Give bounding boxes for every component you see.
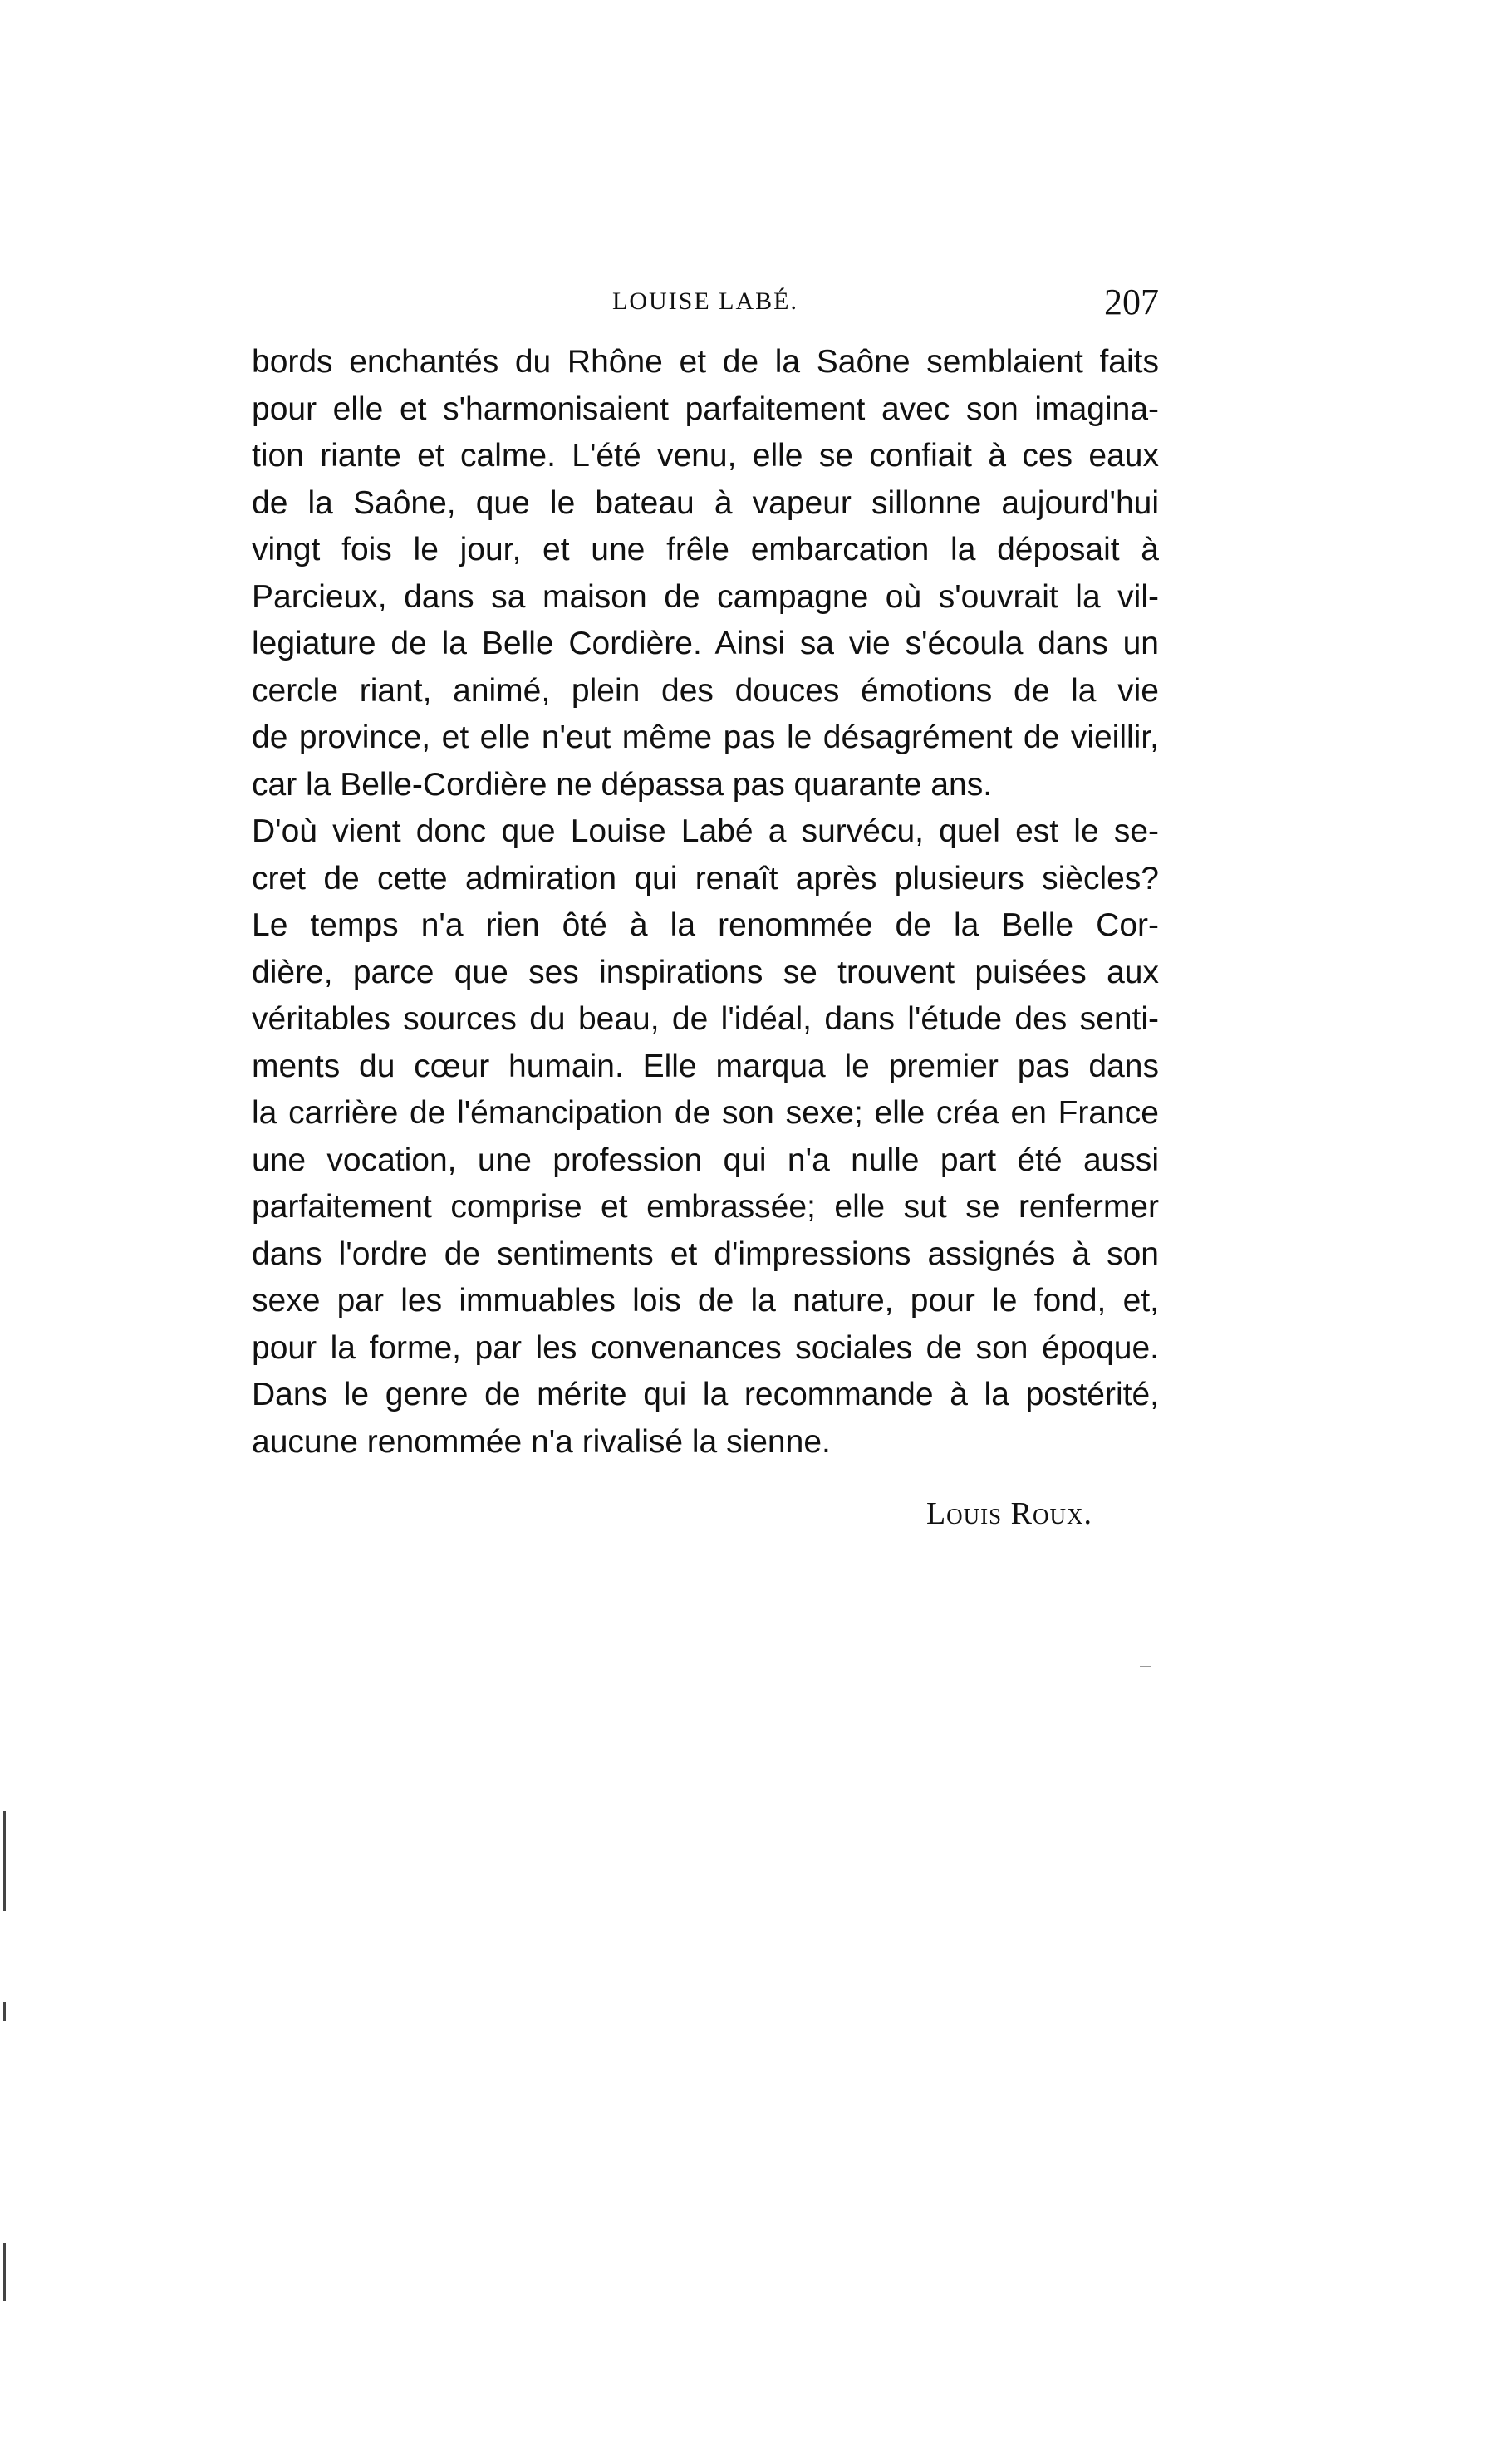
text-line: legiature de la Belle Cordière. Ainsi sa vie s'écoula dans un xyxy=(252,626,1159,661)
text-line: cret de cette admiration qui renaît après plusieurs siècles? xyxy=(252,860,1159,896)
paragraph xyxy=(252,339,1159,808)
paragraph xyxy=(252,808,1159,1466)
text-line: ments du cœur humain. Elle marqua le premier pas dans xyxy=(252,1048,1159,1084)
scan-mark xyxy=(3,1811,6,1911)
scan-mark xyxy=(1140,1666,1151,1667)
text-line: D'où vient donc que Louise Labé a survécu, quel est le se- xyxy=(252,813,1159,849)
text-line: cercle riant, animé, plein des douces émotions de la vie xyxy=(252,672,1159,709)
text-line: véritables sources du beau, de l'idéal, dans l'étude des senti- xyxy=(252,1001,1159,1037)
text-line: pour la forme, par les convenances sociales de son époque. xyxy=(252,1329,1159,1366)
text-line: Parcieux, dans sa maison de campagne où s'ouvrait la vil- xyxy=(252,578,1159,615)
text-line: la carrière de l'émancipation de son sexe; elle créa en France xyxy=(252,1095,1159,1131)
text-line: pour elle et s'harmonisaient parfaitement avec son imagina- xyxy=(252,390,1159,427)
text-line: sexe par les immuables lois de la nature, pour le fond, et, xyxy=(252,1283,1159,1319)
scan-mark xyxy=(3,2002,6,2021)
text-line: aucune renommée n'a rivalisé la sienne. xyxy=(252,1423,831,1460)
body-text xyxy=(252,339,1159,1466)
text-line: Dans le genre de mérite qui la recommande à la postérité, xyxy=(252,1377,1159,1412)
text-line: vingt fois le jour, et une frêle embarcation la déposait à xyxy=(252,532,1159,567)
text-line: une vocation, une profession qui n'a nulle part été aussi xyxy=(252,1142,1159,1178)
text-line: car la Belle-Cordière ne dépassa pas quarante ans. xyxy=(252,766,993,803)
text-line: de province, et elle n'eut même pas le désagrément de vieillir, xyxy=(252,720,1159,755)
author-signature: Louis Roux. xyxy=(925,1496,1092,1531)
text-line: parfaitement comprise et embrassée; elle sut se renfermer xyxy=(252,1189,1159,1225)
text-line: dière, parce que ses inspirations se trouvent puisées aux xyxy=(252,954,1159,990)
text-line: bords enchantés du Rhône et de la Saône semblaient faits xyxy=(252,344,1159,380)
page-header xyxy=(252,281,1159,331)
running-title: LOUISE LABÉ. xyxy=(612,287,798,315)
page-number: 207 xyxy=(1104,282,1159,322)
text-line: de la Saône, que le bateau à vapeur sillonne aujourd'hui xyxy=(252,484,1159,521)
text-line: Le temps n'a rien ôté à la renommée de la Belle Cor- xyxy=(252,907,1159,943)
text-line: dans l'ordre de sentiments et d'impressions assignés à son xyxy=(252,1235,1159,1272)
text-line: tion riante et calme. L'été venu, elle se confiait à ces eaux xyxy=(252,438,1159,474)
scan-mark xyxy=(3,2243,6,2301)
